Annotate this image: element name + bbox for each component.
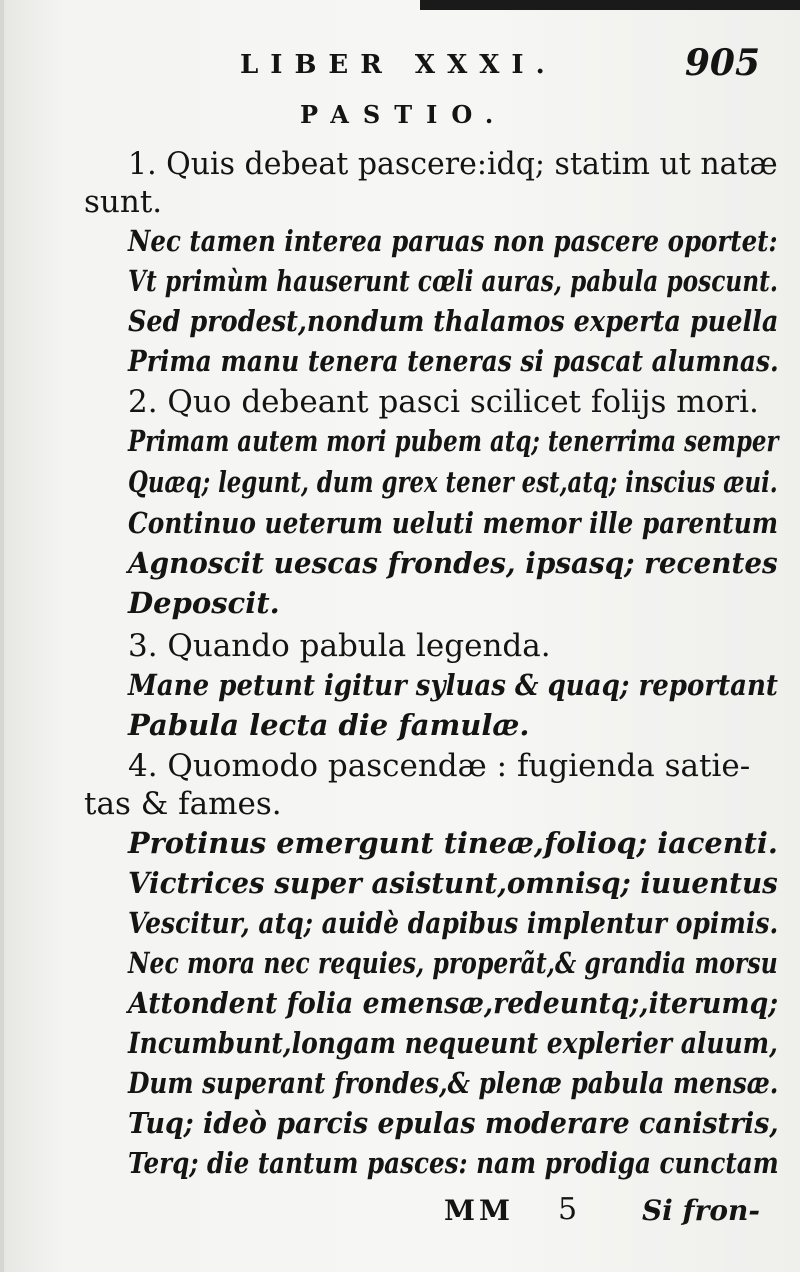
- text-line: 1. Quis debeat pascere:idq; statim ut natæ: [128, 146, 778, 182]
- text-line: Quæq; legunt, dum grex tener est,atq; inscius æui.: [128, 465, 778, 499]
- section-title: PASTIO.: [300, 100, 508, 129]
- page-footer: [430, 1192, 770, 1238]
- text-line: Pabula lecta die famulæ.: [128, 708, 530, 742]
- page-number: 905: [684, 42, 760, 84]
- catchword: Si fron-: [641, 1194, 760, 1227]
- text-line: Dum superant frondes,& plenæ pabula mensæ.: [128, 1066, 779, 1100]
- text-line: Vescitur, atq; auidè dapibus implentur opimis.: [128, 906, 779, 940]
- text-line: Nec tamen interea paruas non pascere oportet:: [128, 224, 778, 258]
- text-line: Agnoscit uescas frondes, ipsasq; recentes: [128, 546, 778, 580]
- signature-number: 5: [558, 1192, 578, 1227]
- text-line: Sed prodest,nondum thalamos experta puella: [128, 304, 779, 338]
- text-line: tas & fames.: [84, 786, 282, 822]
- running-head-title: LIBER XXXI.: [240, 50, 557, 80]
- text-line: Deposcit.: [128, 586, 280, 620]
- text-line: 4. Quomodo pascendæ : fugienda satie-: [128, 748, 751, 784]
- text-line: Nec mora nec requies, properãt,& grandia morsu: [128, 946, 778, 980]
- text-line: Victrices super asistunt,omnisq; iuuentus: [128, 866, 778, 900]
- page-edge-shadow: [420, 0, 800, 10]
- text-line: Attondent folia emensæ,redeuntq;,iterumq;: [128, 986, 779, 1020]
- text-line: 3. Quando pabula legenda.: [128, 628, 551, 664]
- text-line: Primam autem mori pubem atq; tenerrima semper: [128, 424, 779, 458]
- text-line: Incumbunt,longam nequeunt explerier aluum,: [128, 1026, 778, 1060]
- text-line: 2. Quo debeant pasci scilicet folijs mori.: [128, 384, 759, 420]
- text-line: Vt primùm hauserunt cœli auras, pabula poscunt.: [128, 264, 778, 298]
- text-line: Protinus emergunt tineæ,folioq; iacenti.: [128, 826, 778, 860]
- page-gutter: [0, 0, 4, 1272]
- running-head: [230, 42, 770, 92]
- text-line: Mane petunt igitur syluas & quaq; reportant: [128, 668, 778, 702]
- text-line: Continuo ueterum ueluti memor ille parentum: [128, 506, 779, 540]
- signature-mark: MM: [444, 1194, 514, 1227]
- text-line: Prima manu tenera teneras si pascat alumnas.: [128, 344, 779, 378]
- text-line: sunt.: [84, 184, 163, 220]
- text-line: Tuq; ideò parcis epulas moderare canistris,: [128, 1106, 779, 1140]
- text-line: Terq; die tantum pasces: nam prodiga cunctam: [128, 1146, 779, 1180]
